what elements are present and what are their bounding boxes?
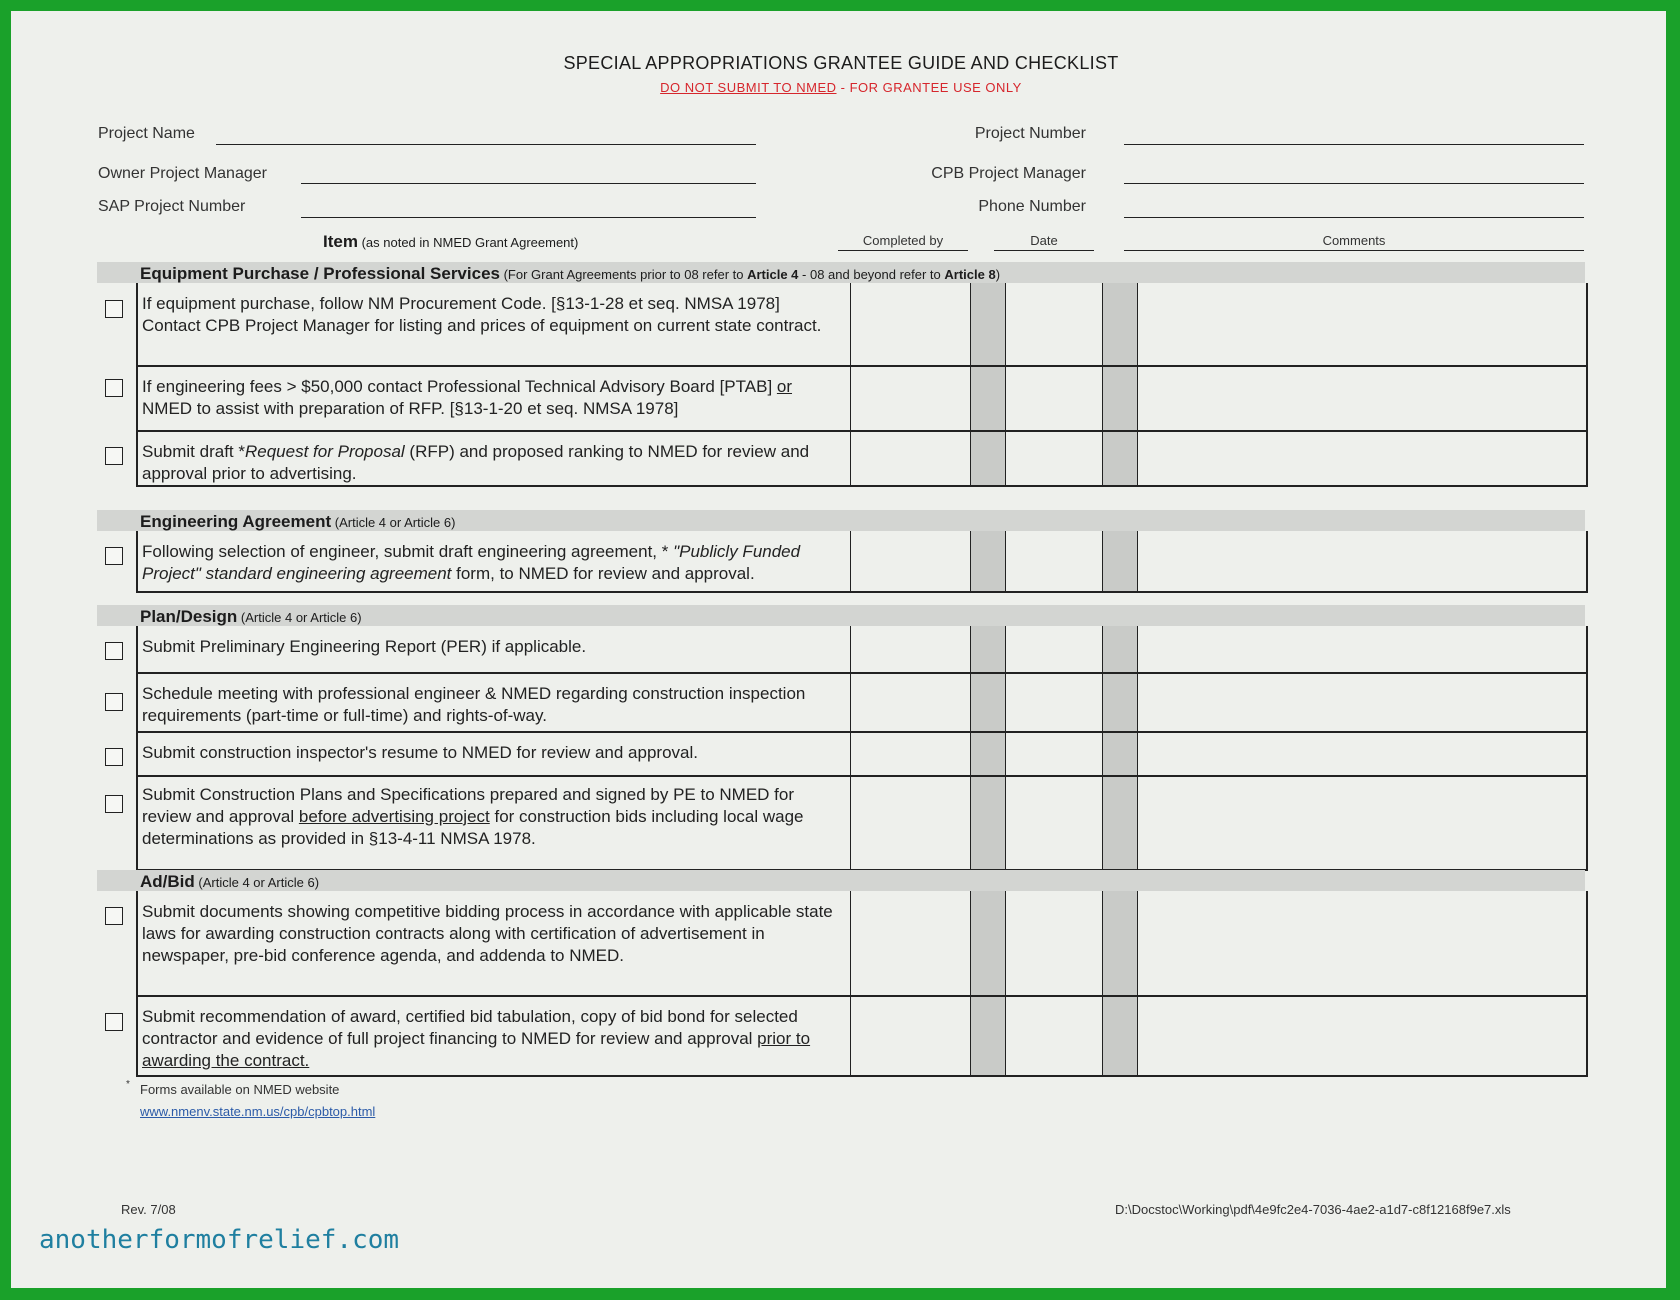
subtitle-rest: - FOR GRANTEE USE ONLY	[836, 80, 1022, 95]
subtitle-warning: DO NOT SUBMIT TO NMED	[660, 80, 837, 95]
item-text: Schedule meeting with professional engineer & NMED regarding construction inspection requirements (part-time or full-time) and rights-of-way.	[142, 684, 806, 725]
section-band-ad-bid	[97, 870, 1585, 891]
owner-pm-field[interactable]	[301, 183, 756, 184]
sap-number-field[interactable]	[301, 217, 756, 218]
comments-header: Comments	[1124, 233, 1584, 251]
item-column-note: (as noted in NMED Grant Agreement)	[357, 235, 579, 250]
checkbox[interactable]	[105, 642, 123, 660]
footnote-text: Forms available on NMED website	[140, 1082, 340, 1097]
section-title: Plan/Design (Article 4 or Article 6)	[140, 607, 362, 626]
sap-number-label: SAP Project Number	[98, 198, 246, 215]
section-band-equipment	[97, 262, 1585, 283]
phone-label: Phone Number	[978, 198, 1086, 215]
cpb-pm-field[interactable]	[1124, 183, 1584, 184]
section-band-engineering	[97, 510, 1585, 531]
footnote-star: *	[126, 1079, 130, 1090]
item-text: Submit recommendation of award, certified bid tabulation, copy of bid bond for selected contractor and evidence of full project financing to NMED for review and approval prior to awarding the contract.	[142, 1007, 811, 1070]
item-text: If equipment purchase, follow NM Procurement Code. [§13-1-28 et seq. NMSA 1978] Contact CPB Project Manager for listing and prices of equipment on current state contract.	[142, 294, 822, 335]
table-row	[138, 891, 1586, 997]
table-row	[138, 997, 1586, 1077]
document-subtitle	[11, 80, 1666, 95]
section-grid-engineering	[136, 531, 1588, 593]
checkbox[interactable]	[105, 795, 123, 813]
table-row	[138, 283, 1586, 367]
item-column-header: Item (as noted in NMED Grant Agreement)	[323, 232, 579, 251]
phone-field[interactable]	[1124, 217, 1584, 218]
item-text: Following selection of engineer, submit draft engineering agreement, * "Publicly Funded Project" standard engineering agreement form, to NMED for review and approval.	[142, 542, 801, 583]
project-name-label: Project Name	[98, 125, 195, 142]
item-text: Submit Construction Plans and Specifications prepared and signed by PE to NMED for review and approval before advertising project for construction bids including local wage determinations as provided in §13-4-11 NMSA 1978.	[142, 785, 804, 848]
table-row	[138, 674, 1586, 733]
project-number-label: Project Number	[974, 125, 1086, 142]
revision-label: Rev. 7/08	[121, 1202, 176, 1217]
section-band-plan-design	[97, 605, 1585, 626]
item-text: Submit draft *Request for Proposal (RFP) and proposed ranking to NMED for review and approval prior to advertising.	[142, 442, 810, 483]
project-number-field[interactable]	[1124, 144, 1584, 145]
cpb-pm-label: CPB Project Manager	[931, 165, 1086, 182]
table-row	[138, 367, 1586, 432]
table-row	[138, 733, 1586, 777]
table-row	[138, 531, 1586, 593]
section-title: Engineering Agreement (Article 4 or Article 6)	[140, 512, 456, 531]
section-title: Ad/Bid (Article 4 or Article 6)	[140, 872, 320, 891]
file-path: D:\Docstoc\Working\pdf\4e9fc2e4-7036-4ae2-a1d7-c8f12168f9e7.xls	[1115, 1202, 1511, 1217]
section-title: Equipment Purchase / Professional Services (For Grant Agreements prior to 08 refer to Article 4 - 08 and beyond refer to Article 8)	[140, 264, 1001, 283]
date-header: Date	[994, 233, 1094, 251]
checkbox[interactable]	[105, 379, 123, 397]
checkbox[interactable]	[105, 547, 123, 565]
item-text: Submit Preliminary Engineering Report (PER) if applicable.	[142, 637, 587, 656]
table-row	[138, 626, 1586, 674]
item-text: Submit construction inspector's resume to NMED for review and approval.	[142, 743, 698, 762]
table-row	[138, 432, 1586, 487]
section-grid-equipment	[136, 283, 1588, 487]
document-title: SPECIAL APPROPRIATIONS GRANTEE GUIDE AND CHECKLIST	[563, 53, 1119, 73]
project-name-field[interactable]	[216, 144, 756, 145]
document-page	[11, 11, 1666, 1288]
checkbox[interactable]	[105, 748, 123, 766]
item-text: Submit documents showing competitive bidding process in accordance with applicable state laws for awarding construction contracts along with certification of advertisement in newspaper, pre-bid conference agenda, and addenda to NMED.	[142, 902, 833, 965]
checkbox[interactable]	[105, 300, 123, 318]
checkbox[interactable]	[105, 693, 123, 711]
owner-pm-label: Owner Project Manager	[98, 165, 267, 182]
section-grid-ad-bid	[136, 891, 1588, 1077]
checkbox[interactable]	[105, 1013, 123, 1031]
table-row	[138, 777, 1586, 871]
checkbox[interactable]	[105, 907, 123, 925]
nmed-website-link[interactable]: www.nmenv.state.nm.us/cpb/cpbtop.html	[140, 1104, 376, 1119]
item-text: If engineering fees > $50,000 contact Professional Technical Advisory Board [PTAB] or NMED to assist with preparation of RFP. [§13-1-20 et seq. NMSA 1978]	[142, 377, 793, 418]
completed-by-header: Completed by	[838, 233, 968, 251]
section-grid-plan-design	[136, 626, 1588, 871]
checkbox[interactable]	[105, 447, 123, 465]
watermark-text: anotherformofrelief.com	[39, 1225, 400, 1255]
